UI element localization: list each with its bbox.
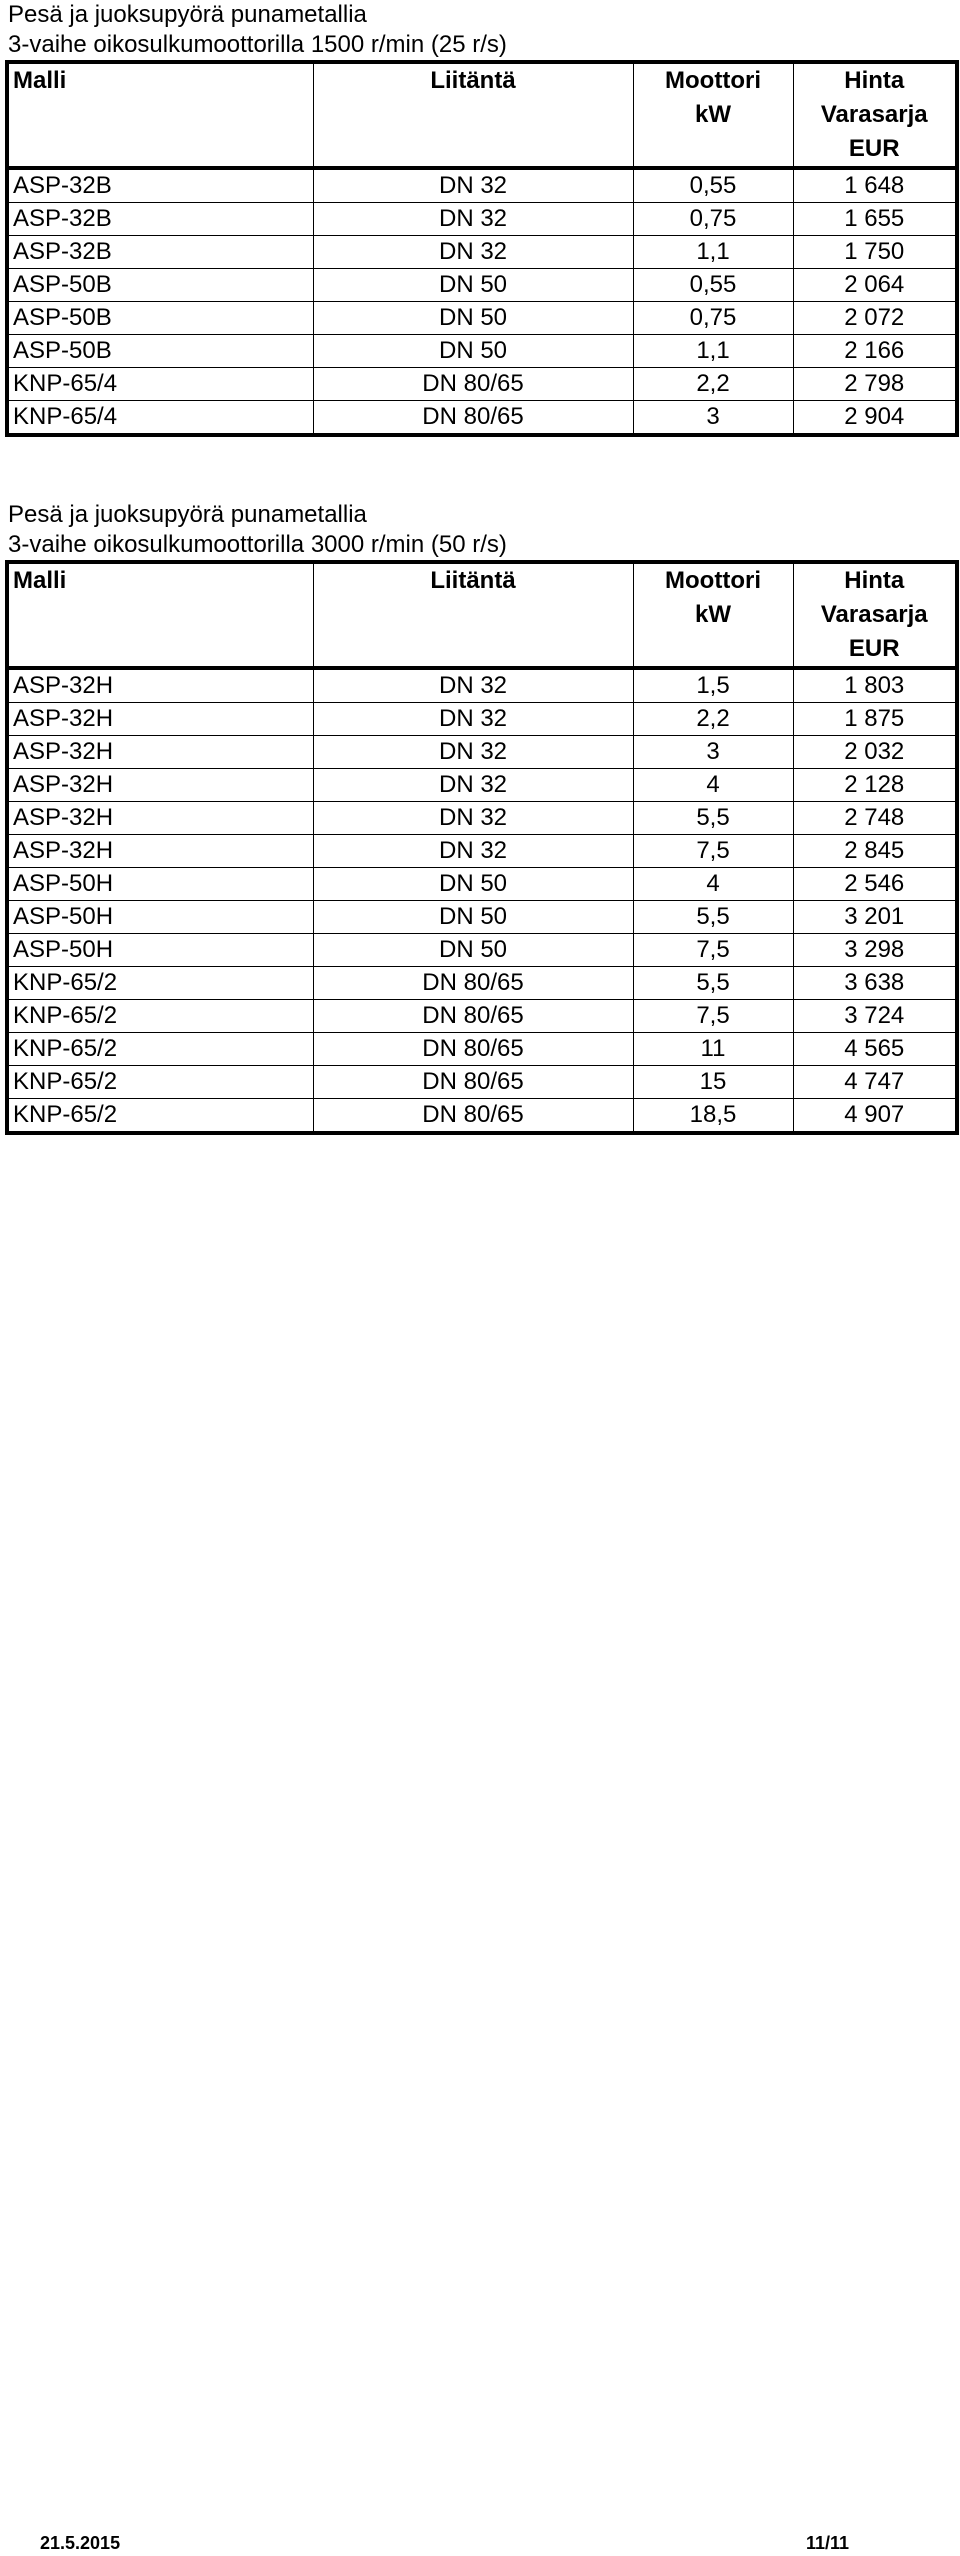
- cell-connection: DN 32: [313, 736, 633, 769]
- table-header: [7, 562, 957, 668]
- cell-connection: DN 32: [313, 835, 633, 868]
- cell-connection: DN 50: [313, 868, 633, 901]
- cell-price-eur: 1 750: [793, 236, 957, 269]
- table-row: [7, 668, 957, 703]
- cell-model: ASP-32H: [13, 672, 114, 699]
- cell-model: ASP-32H: [7, 736, 313, 769]
- cell-model: ASP-32H: [7, 769, 313, 802]
- column-header-motor-kw: [633, 562, 793, 668]
- cell-model: KNP-65/4: [7, 368, 313, 401]
- cell-connection: DN 80/65: [313, 1000, 633, 1033]
- footer-date: 21.5.2015: [40, 2533, 121, 2553]
- table-row: [7, 802, 957, 835]
- column-header-text: EUR: [848, 135, 900, 162]
- cell-motor-kw: 3: [633, 736, 793, 769]
- cell-model: ASP-32B: [7, 203, 313, 236]
- cell-connection: DN 32: [313, 168, 633, 203]
- cell-connection: DN 32: [313, 802, 633, 835]
- column-header-model: [7, 62, 313, 168]
- cell-price-eur: 4 747: [793, 1066, 957, 1099]
- cell-price-eur: 1 655: [793, 203, 957, 236]
- column-header-text: Hinta: [844, 567, 905, 594]
- cell-motor-kw: 1,1: [633, 236, 793, 269]
- column-header-connection: [313, 562, 633, 668]
- cell-price-eur: 2 064: [793, 269, 957, 302]
- cell-model: KNP-65/2: [7, 1066, 313, 1099]
- table-row: [7, 1099, 957, 1134]
- cell-model: ASP-32H: [7, 802, 313, 835]
- cell-connection: DN 80/65: [313, 967, 633, 1000]
- cell-model: KNP-65/4: [7, 401, 313, 436]
- cell-motor-kw: 1,5: [633, 668, 793, 703]
- table-row: [7, 203, 957, 236]
- cell-connection: DN 80/65: [313, 1099, 633, 1134]
- cell-price-eur: 1 875: [793, 703, 957, 736]
- cell-model: KNP-65/2: [7, 967, 313, 1000]
- cell-motor-kw: 3: [633, 401, 793, 436]
- column-header-text: kW: [695, 601, 731, 628]
- footer-page-number: 11/11: [806, 2533, 850, 2553]
- column-header-text: EUR: [848, 635, 900, 662]
- section-heading-line-1: Pesä ja juoksupyörä punametallia: [8, 1, 367, 28]
- cell-model: ASP-32B: [7, 236, 313, 269]
- column-header-text: Moottori: [665, 567, 761, 594]
- cell-motor-kw: 18,5: [633, 1099, 793, 1134]
- cell-model: KNP-65/2: [7, 1000, 313, 1033]
- section-heading-line-2: 3-vaihe oikosulkumoottorilla 1500 r/min (25 r/s): [8, 31, 507, 58]
- table-body: [7, 668, 957, 1133]
- cell-motor-kw: 5,5: [633, 802, 793, 835]
- table-row: [7, 967, 957, 1000]
- column-header-motor-kw: [633, 62, 793, 168]
- cell-motor-kw: 7,5: [633, 934, 793, 967]
- cell-motor-kw: 4: [633, 868, 793, 901]
- cell-connection: DN 32: [313, 769, 633, 802]
- cell-motor-kw: 1,1: [633, 335, 793, 368]
- table-body: [7, 168, 957, 435]
- price-table-1500rpm: [5, 60, 959, 437]
- cell-model: KNP-65/2: [7, 1033, 313, 1066]
- table-row: [7, 236, 957, 269]
- cell-motor-kw: 0,55: [633, 269, 793, 302]
- column-header-text: Liitäntä: [430, 67, 516, 94]
- section-heading-line-1: Pesä ja juoksupyörä punametallia: [8, 501, 367, 528]
- cell-price-eur: 3 638: [793, 967, 957, 1000]
- cell-price-eur: 3 298: [793, 934, 957, 967]
- price-table-3000rpm: [5, 560, 959, 1135]
- column-header-price-eur: [793, 562, 957, 668]
- cell-connection: DN 50: [313, 269, 633, 302]
- column-header-text: Liitäntä: [430, 567, 516, 594]
- cell-price-eur: 2 128: [793, 769, 957, 802]
- cell-model: ASP-50H: [7, 868, 313, 901]
- column-header-text: Malli: [13, 567, 67, 594]
- table-row: [7, 1000, 957, 1033]
- cell-motor-kw: 5,5: [633, 967, 793, 1000]
- cell-motor-kw: 0,75: [633, 302, 793, 335]
- cell-connection: DN 32: [313, 668, 633, 703]
- cell-model: ASP-50B: [7, 302, 313, 335]
- table-row: [7, 934, 957, 967]
- cell-price-eur: 2 072: [793, 302, 957, 335]
- cell-motor-kw: 2,2: [633, 368, 793, 401]
- table-row: [7, 302, 957, 335]
- cell-model: ASP-32B: [13, 172, 112, 199]
- cell-price-eur: 2 032: [793, 736, 957, 769]
- cell-price-eur: 1 803: [793, 668, 957, 703]
- table-row: [7, 901, 957, 934]
- cell-model: ASP-50H: [7, 934, 313, 967]
- column-header-text: Hinta: [844, 67, 905, 94]
- table-row: [7, 401, 957, 436]
- table-row: [7, 769, 957, 802]
- column-header-model: [7, 562, 313, 668]
- table-row: [7, 835, 957, 868]
- cell-model: ASP-32H: [7, 835, 313, 868]
- column-header-text: Moottori: [665, 67, 761, 94]
- cell-price-eur: 2 748: [793, 802, 957, 835]
- column-header-text: Malli: [13, 67, 67, 94]
- cell-connection: DN 32: [313, 203, 633, 236]
- table-row: [7, 703, 957, 736]
- column-header-connection: [313, 62, 633, 168]
- cell-price-eur: 4 907: [793, 1099, 957, 1134]
- cell-motor-kw: 11: [633, 1033, 793, 1066]
- cell-price-eur: 2 904: [793, 401, 957, 436]
- cell-connection: DN 80/65: [313, 1033, 633, 1066]
- cell-motor-kw: 5,5: [633, 901, 793, 934]
- cell-motor-kw: 4: [633, 769, 793, 802]
- column-header-text: Varasarja: [820, 101, 928, 128]
- cell-motor-kw: 7,5: [633, 1000, 793, 1033]
- column-header-price-eur: [793, 62, 957, 168]
- cell-motor-kw: 2,2: [633, 703, 793, 736]
- cell-model: ASP-32H: [7, 703, 313, 736]
- table-row: [7, 868, 957, 901]
- cell-price-eur: 2 166: [793, 335, 957, 368]
- price-section-3000rpm: [5, 500, 955, 1135]
- table-row: [7, 1033, 957, 1066]
- cell-price-eur: 2 546: [793, 868, 957, 901]
- price-section-1500rpm: [5, 0, 955, 437]
- cell-connection: DN 32: [313, 236, 633, 269]
- cell-price-eur: 1 648: [793, 168, 957, 203]
- cell-motor-kw: 0,75: [633, 203, 793, 236]
- cell-motor-kw: 0,55: [633, 168, 793, 203]
- cell-connection: DN 50: [313, 901, 633, 934]
- cell-connection: DN 80/65: [313, 401, 633, 436]
- cell-model: KNP-65/2: [7, 1099, 313, 1134]
- cell-model: ASP-50B: [7, 269, 313, 302]
- table-row: [7, 335, 957, 368]
- cell-price-eur: 3 201: [793, 901, 957, 934]
- column-header-text: kW: [695, 101, 731, 128]
- cell-connection: DN 50: [313, 302, 633, 335]
- cell-price-eur: 2 845: [793, 835, 957, 868]
- table-row: [7, 168, 957, 203]
- table-row: [7, 1066, 957, 1099]
- cell-connection: DN 50: [313, 335, 633, 368]
- cell-motor-kw: 15: [633, 1066, 793, 1099]
- table-row: [7, 736, 957, 769]
- cell-connection: DN 80/65: [313, 368, 633, 401]
- cell-connection: DN 80/65: [313, 1066, 633, 1099]
- table-row: [7, 269, 957, 302]
- cell-price-eur: 4 565: [793, 1033, 957, 1066]
- section-heading-line-2: 3-vaihe oikosulkumoottorilla 3000 r/min (50 r/s): [8, 531, 507, 558]
- table-header: [7, 62, 957, 168]
- cell-price-eur: 2 798: [793, 368, 957, 401]
- cell-motor-kw: 7,5: [633, 835, 793, 868]
- cell-model: ASP-50H: [7, 901, 313, 934]
- cell-connection: DN 50: [313, 934, 633, 967]
- cell-connection: DN 32: [313, 703, 633, 736]
- column-header-text: Varasarja: [820, 601, 928, 628]
- table-row: [7, 368, 957, 401]
- cell-price-eur: 3 724: [793, 1000, 957, 1033]
- cell-model: ASP-50B: [7, 335, 313, 368]
